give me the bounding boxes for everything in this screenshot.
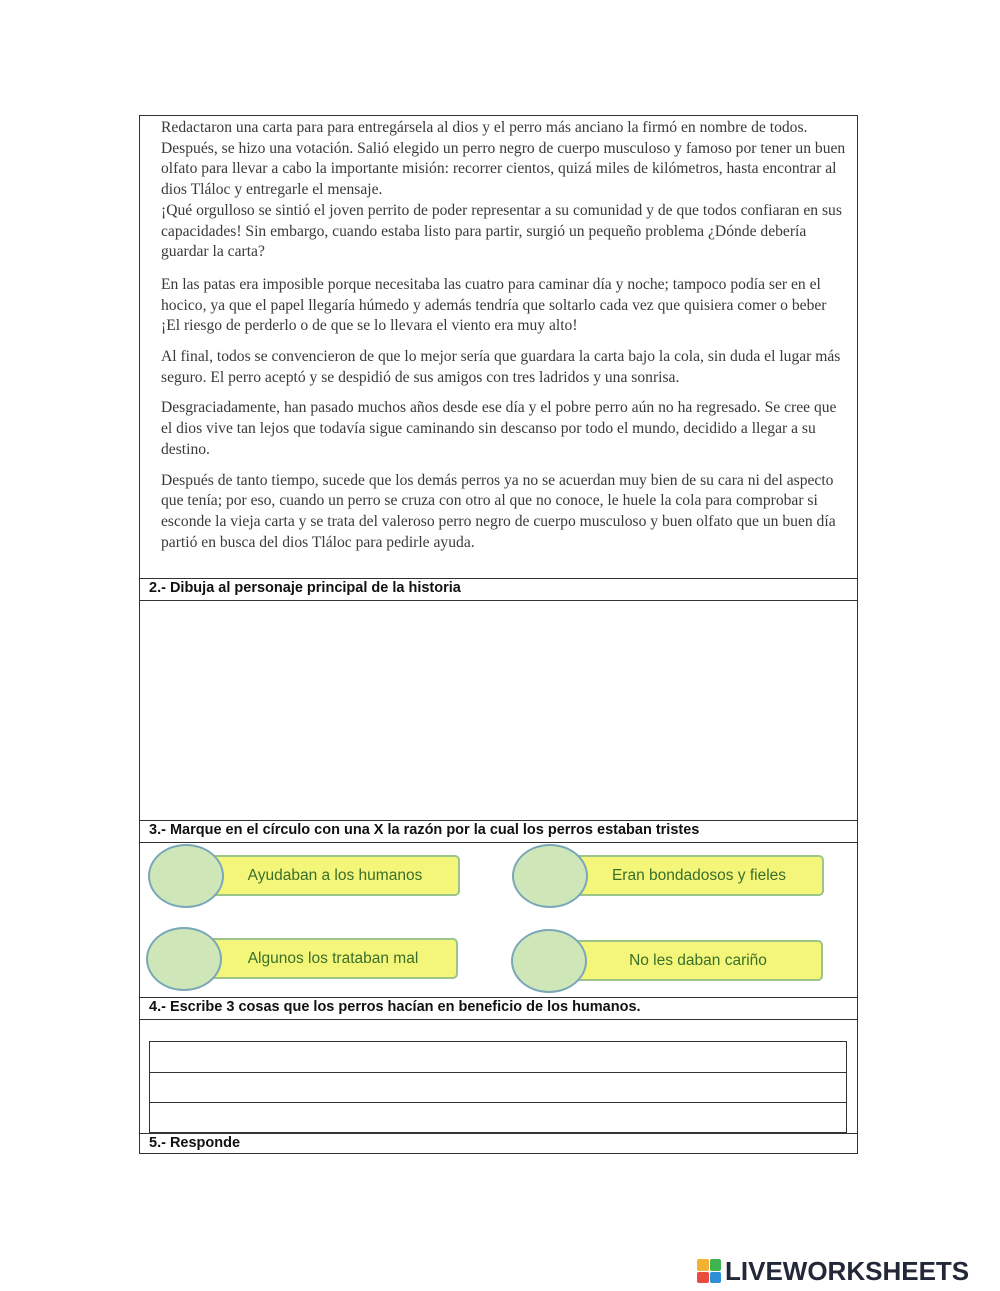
option-trataban xyxy=(146,927,458,993)
divider xyxy=(140,997,857,998)
option-carino xyxy=(511,929,825,995)
question-5-title: 5.- Responde xyxy=(149,1135,241,1151)
option-ayudaban xyxy=(148,844,460,910)
divider xyxy=(140,1019,857,1020)
brand-name: LIVEWORKSHEETS xyxy=(725,1255,970,1286)
question-4-title: 4.- Escribe 3 cosas que los perros hacían en beneficio de los humanos. xyxy=(149,999,641,1015)
answer-table xyxy=(149,1041,847,1133)
divider xyxy=(140,820,857,821)
option-circle[interactable] xyxy=(512,844,588,908)
option-circle[interactable] xyxy=(511,929,587,993)
answer-row-2[interactable] xyxy=(150,1073,846,1102)
option-circle[interactable] xyxy=(146,927,222,991)
divider xyxy=(140,578,857,579)
liveworksheets-logo-icon xyxy=(697,1259,721,1283)
story-paragraph: Redactaron una carta para para entregársela al dios y el perro más anciano la firmó en nombre de todos. Después, se hizo una votación. Salió elegido un perro negro de cuerpo musculoso y famoso por tener un buen olfato para llevar a cabo la importante misión: recorrer cientos, quizá miles de kilómetros, hasta encontrar al dios Tláloc y entregarle el mensaje. xyxy=(161,119,846,199)
story-paragraph: ¡Qué orgulloso se sintió el joven perrito de poder representar a su comunidad y de que todos confiaran en sus capacidades! Sin embargo, cuando estaba listo para partir, surgió un pequeño problema ¿Dónde debería guardar la carta? xyxy=(161,201,842,261)
option-label: No les daban cariño xyxy=(573,940,823,981)
question-3-title: 3.- Marque en el círculo con una X la razón por la cual los perros estaban tristes xyxy=(149,822,700,838)
drawing-area[interactable] xyxy=(140,601,857,820)
option-label: Algunos los trataban mal xyxy=(208,938,458,979)
answer-row-1[interactable] xyxy=(150,1042,846,1072)
option-label: Ayudaban a los humanos xyxy=(210,855,460,896)
divider xyxy=(140,842,857,843)
divider xyxy=(140,1133,857,1134)
option-label: Eran bondadosos y fieles xyxy=(574,855,824,896)
question-2-title: 2.- Dibuja al personaje principal de la historia xyxy=(149,580,461,596)
worksheet-frame xyxy=(139,115,858,1154)
story-paragraph: Después de tanto tiempo, sucede que los demás perros ya no se acuerdan muy bien de su cara ni del aspecto que tenía; por eso, cuando un perro se cruza con otro al que no conoce, le huele la cola para comprobar si esconde la vieja carta y se trata del valeroso perro negro de cuerpo musculoso y buen olfato que un buen día partió en busca del dios Tláloc para pedirle ayuda. xyxy=(161,471,836,551)
story-text xyxy=(140,116,857,578)
story-paragraph: Desgraciadamente, han pasado muchos años desde ese día y el pobre perro aún no ha regresado. Se cree que el dios vive tan lejos que todavía sigue caminando sin descanso por todo el mundo, decidido a llegar a su destino. xyxy=(161,399,837,458)
option-circle[interactable] xyxy=(148,844,224,908)
story-paragraph: En las patas era imposible porque necesitaba las cuatro para caminar día y noche; tampoco podía ser en el hocico, ya que el papel llegaría húmedo y además tendría que soltarlo cada vez que quisiera comer o beber ¡El riesgo de perderlo o de que se lo llevara el viento era muy alto! xyxy=(161,275,827,335)
answer-row-3[interactable] xyxy=(150,1103,846,1132)
option-bondadosos xyxy=(512,844,826,910)
liveworksheets-brand xyxy=(697,1256,969,1286)
story-paragraph: Al final, todos se convencieron de que lo mejor sería que guardara la carta bajo la cola, sin duda el lugar más seguro. El perro aceptó y se despidió de sus amigos con tres ladridos y una sonrisa. xyxy=(161,348,841,386)
